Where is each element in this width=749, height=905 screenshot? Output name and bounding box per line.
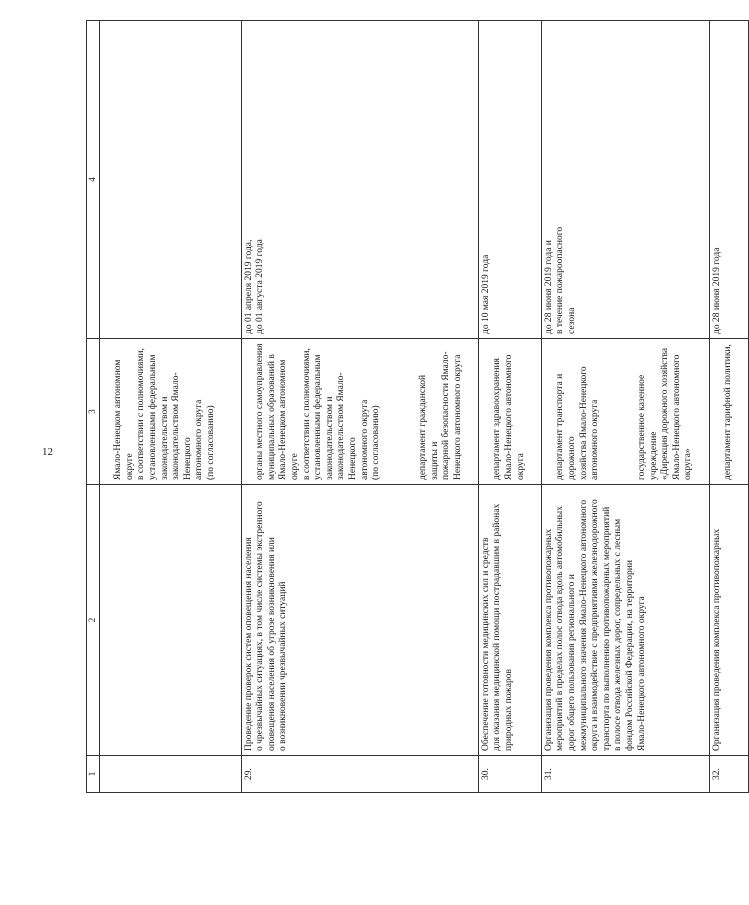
responsible-cell: [478, 339, 541, 485]
deadline-cell: до 28 июня 2019 года: [709, 21, 749, 339]
responsible-cell: [99, 339, 241, 485]
responsible-cell: [241, 339, 478, 485]
rotated-page: [86, 41, 734, 793]
table-row: [541, 21, 709, 793]
responsible-text: департамент здравоохранения Ямало-Ненецкого автономного округа: [492, 354, 526, 480]
spacer: [394, 343, 406, 480]
responsible-text: органы местного самоуправления муниципальных образований в Ямало-Ненецком автономном округе в соответствии с полномочиями, установленными федеральным законодательством и законодательством Ямало-Ненецкого автономного округа (по согласованию): [255, 343, 382, 480]
action-cell: Организация проведения комплекса противопожарных мероприятий в пределах полос отвода вдоль автомобильных дорог общего пользования регионального и межмуниципального значения Ямало-Ненецкого автономного округа и взаимодействие с предприятиями железнодорожного транспорта по выполнению противопожарных мероприятий в полосе отвода железных дорог, сопредельных с лесным фондом Российской Федерации, на территории Ямало-Ненецкого автономного округа: [541, 485, 709, 756]
measures-table: [86, 20, 749, 793]
table-row: [709, 21, 749, 793]
page-number: 12: [42, 446, 53, 458]
header-cell: 2: [87, 485, 100, 756]
deadline-cell: до 01 апреля 2019 года, до 01 августа 2019 года: [241, 21, 478, 339]
responsible-cell: [709, 339, 749, 485]
responsible-text: департамент тарифной политики,: [723, 344, 734, 480]
responsible-text: Ямало-Ненецком автономном округе в соответствии с полномочиями, установленными федеральным законодательством и законодательством Ямало-Ненецкого автономного округа (по согласованию): [113, 348, 216, 480]
row-number: 32.: [709, 756, 749, 793]
spacer: [613, 343, 625, 480]
row-number: 29.: [241, 756, 478, 793]
table-row: [241, 21, 478, 793]
action-cell: [99, 485, 241, 756]
header-cell: 4: [87, 21, 100, 339]
action-cell: Организация проведения комплекса противопожарных: [709, 485, 749, 756]
header-cell: 1: [87, 756, 100, 793]
row-number: 30.: [478, 756, 541, 793]
deadline-cell: до 28 июня 2019 года и в течение пожароопасного сезона: [541, 21, 709, 339]
responsible-text: департамент гражданской защиты и пожарной безопасности Ямало- Ненецкого автономного округа: [417, 351, 463, 480]
row-number: 31.: [541, 756, 709, 793]
header-cell: 3: [87, 339, 100, 485]
responsible-cell: [541, 339, 709, 485]
deadline-cell: до 10 мая 2019 года: [478, 21, 541, 339]
action-cell: Проведение проверок систем оповещения населения о чрезвычайных ситуациях, в том числе системы экстренного оповещения населения об угрозе возникновения или о возникновении чрезвычайных ситуаций: [241, 485, 478, 756]
row-number: [99, 756, 241, 793]
responsible-text: государственное казенное учреждение «Дирекция дорожного хозяйства Ямало-Ненецкого автономного округа»: [637, 347, 694, 480]
table-row: [99, 21, 241, 793]
action-cell: Обеспечение готовности медицинских сил и средств для оказания медицинской помощи пострадавшим в районах природных пожаров: [478, 485, 541, 756]
deadline-cell: [99, 21, 241, 339]
table-header-row: [87, 21, 100, 793]
responsible-text: департамент транспорта и дорожного хозяйства Ямало-Ненецкого автономного округа: [555, 366, 601, 480]
table-row: [478, 21, 541, 793]
